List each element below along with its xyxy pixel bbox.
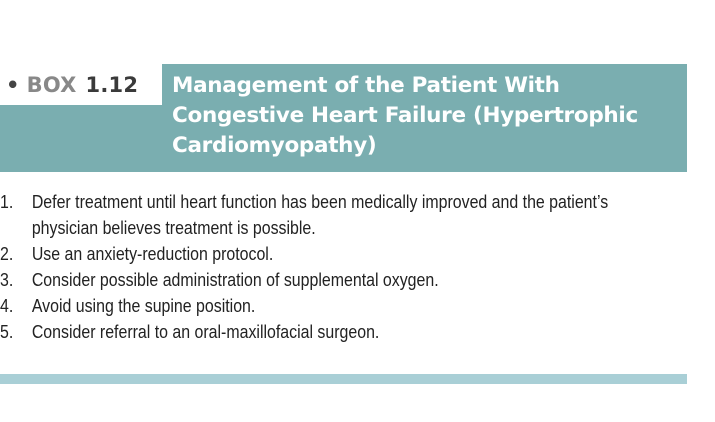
list-item	[0, 319, 669, 345]
list-item-text: Consider referral to an oral-maxillofacial surgeon.	[31, 321, 380, 342]
list-item	[0, 189, 669, 241]
list-item-number: 3.	[0, 269, 14, 290]
list-item-text: Consider possible administration of supplemental oxygen.	[31, 269, 439, 290]
list-item-number: 5.	[0, 321, 14, 342]
bottom-divider	[0, 374, 687, 384]
bullet-icon: •	[6, 72, 20, 97]
box-title: Management of the Patient With Congestive Heart Failure (Hypertrophic Cardiomyopathy)	[172, 73, 638, 158]
list-item-number: 2.	[0, 243, 14, 264]
list-item	[0, 267, 669, 293]
list-item-number: 1.	[0, 191, 14, 212]
management-list	[0, 189, 609, 345]
box-header	[0, 64, 687, 172]
list-item	[0, 241, 669, 267]
list-item-number: 4.	[0, 295, 14, 316]
list-item-text: Avoid using the supine position.	[31, 295, 256, 316]
list-item-text: Defer treatment until heart function has been medically improved and the patient’s physician believes treatment is possible.	[31, 191, 609, 238]
box-label: BOX	[26, 72, 77, 97]
list-item	[0, 293, 669, 319]
box-number: 1.12	[85, 72, 139, 97]
list-item-text: Use an anxiety-reduction protocol.	[31, 243, 274, 264]
box-label-tag	[0, 64, 162, 105]
